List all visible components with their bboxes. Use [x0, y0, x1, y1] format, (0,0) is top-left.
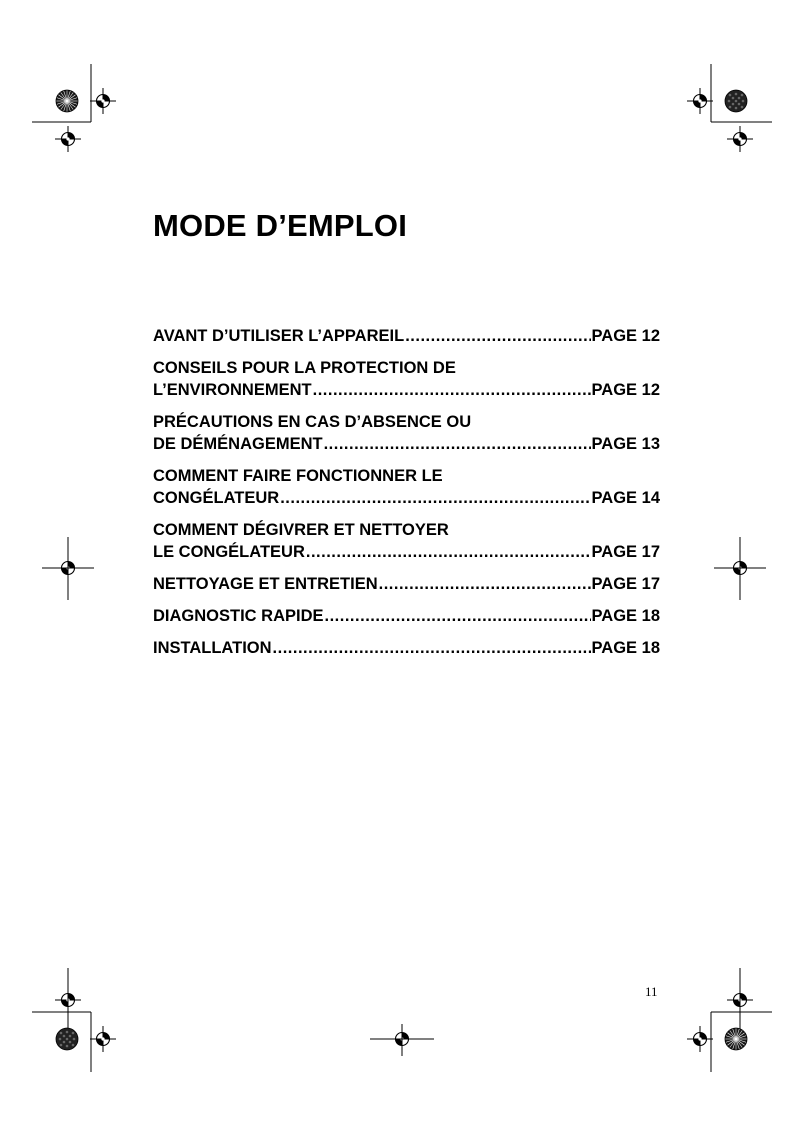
toc-page-ref: PAGE 14: [591, 489, 660, 507]
toc-entry-precautions-absence[interactable]: [153, 411, 660, 455]
toc-entry-avant-utiliser[interactable]: [153, 325, 660, 347]
toc-entry-label: LE CONGÉLATEUR: [153, 543, 305, 561]
color-bar-icon: [56, 90, 78, 112]
toc-dot-leader: [324, 433, 591, 455]
registration-mark-icon: [90, 1026, 116, 1052]
toc-entry-label: NETTOYAGE ET ENTRETIEN: [153, 575, 378, 593]
registration-mark-icon: [687, 88, 713, 114]
toc-entry-label-line1: PRÉCAUTIONS EN CAS D’ABSENCE OU: [153, 413, 472, 431]
registration-mark-icon: [90, 88, 116, 114]
registration-mark-icon: [727, 126, 753, 152]
toc-entry-label: AVANT D’UTILISER L’APPAREIL: [153, 327, 405, 345]
color-bar-icon: [56, 1028, 78, 1050]
toc-entry-label-line1: COMMENT DÉGIVRER ET NETTOYER: [153, 521, 449, 539]
toc-page-ref: PAGE 12: [591, 327, 660, 345]
toc-dot-leader: [280, 487, 590, 509]
toc-dot-leader: [273, 637, 591, 659]
toc-entry-degivrer-nettoyer[interactable]: [153, 519, 660, 563]
toc-entry-protection-environnement[interactable]: [153, 357, 660, 401]
toc-entry-label-line1: COMMENT FAIRE FONCTIONNER LE: [153, 467, 443, 485]
toc-entry-faire-fonctionner[interactable]: [153, 465, 660, 509]
toc-page-ref: PAGE 18: [591, 639, 660, 657]
toc-dot-leader: [405, 325, 590, 347]
toc-entry-label: DE DÉMÉNAGEMENT: [153, 435, 323, 453]
toc-entry-label: INSTALLATION: [153, 639, 272, 657]
toc-entry-label-line1: CONSEILS POUR LA PROTECTION DE: [153, 359, 456, 377]
toc-entry-nettoyage-entretien[interactable]: [153, 573, 660, 595]
page-number: 11: [645, 984, 658, 999]
registration-mark-icon: [55, 126, 81, 152]
toc-page-ref: PAGE 17: [591, 543, 660, 561]
toc-page-ref: PAGE 13: [591, 435, 660, 453]
toc-entry-label: DIAGNOSTIC RAPIDE: [153, 607, 324, 625]
table-of-contents: [153, 325, 660, 669]
toc-page-ref: PAGE 18: [591, 607, 660, 625]
color-bar-icon: [725, 90, 747, 112]
toc-entry-label: L’ENVIRONNEMENT: [153, 381, 312, 399]
color-bar-icon: [725, 1028, 747, 1050]
toc-entry-diagnostic-rapide[interactable]: [153, 605, 660, 627]
toc-page-ref: PAGE 12: [591, 381, 660, 399]
toc-page-ref: PAGE 17: [591, 575, 660, 593]
page-title: MODE D’EMPLOI: [153, 208, 408, 243]
toc-dot-leader: [306, 541, 591, 563]
registration-mark-icon: [687, 1026, 713, 1052]
toc-entry-installation[interactable]: [153, 637, 660, 659]
toc-dot-leader: [313, 379, 591, 401]
toc-dot-leader: [325, 605, 591, 627]
toc-dot-leader: [379, 573, 591, 595]
toc-entry-label: CONGÉLATEUR: [153, 489, 280, 507]
